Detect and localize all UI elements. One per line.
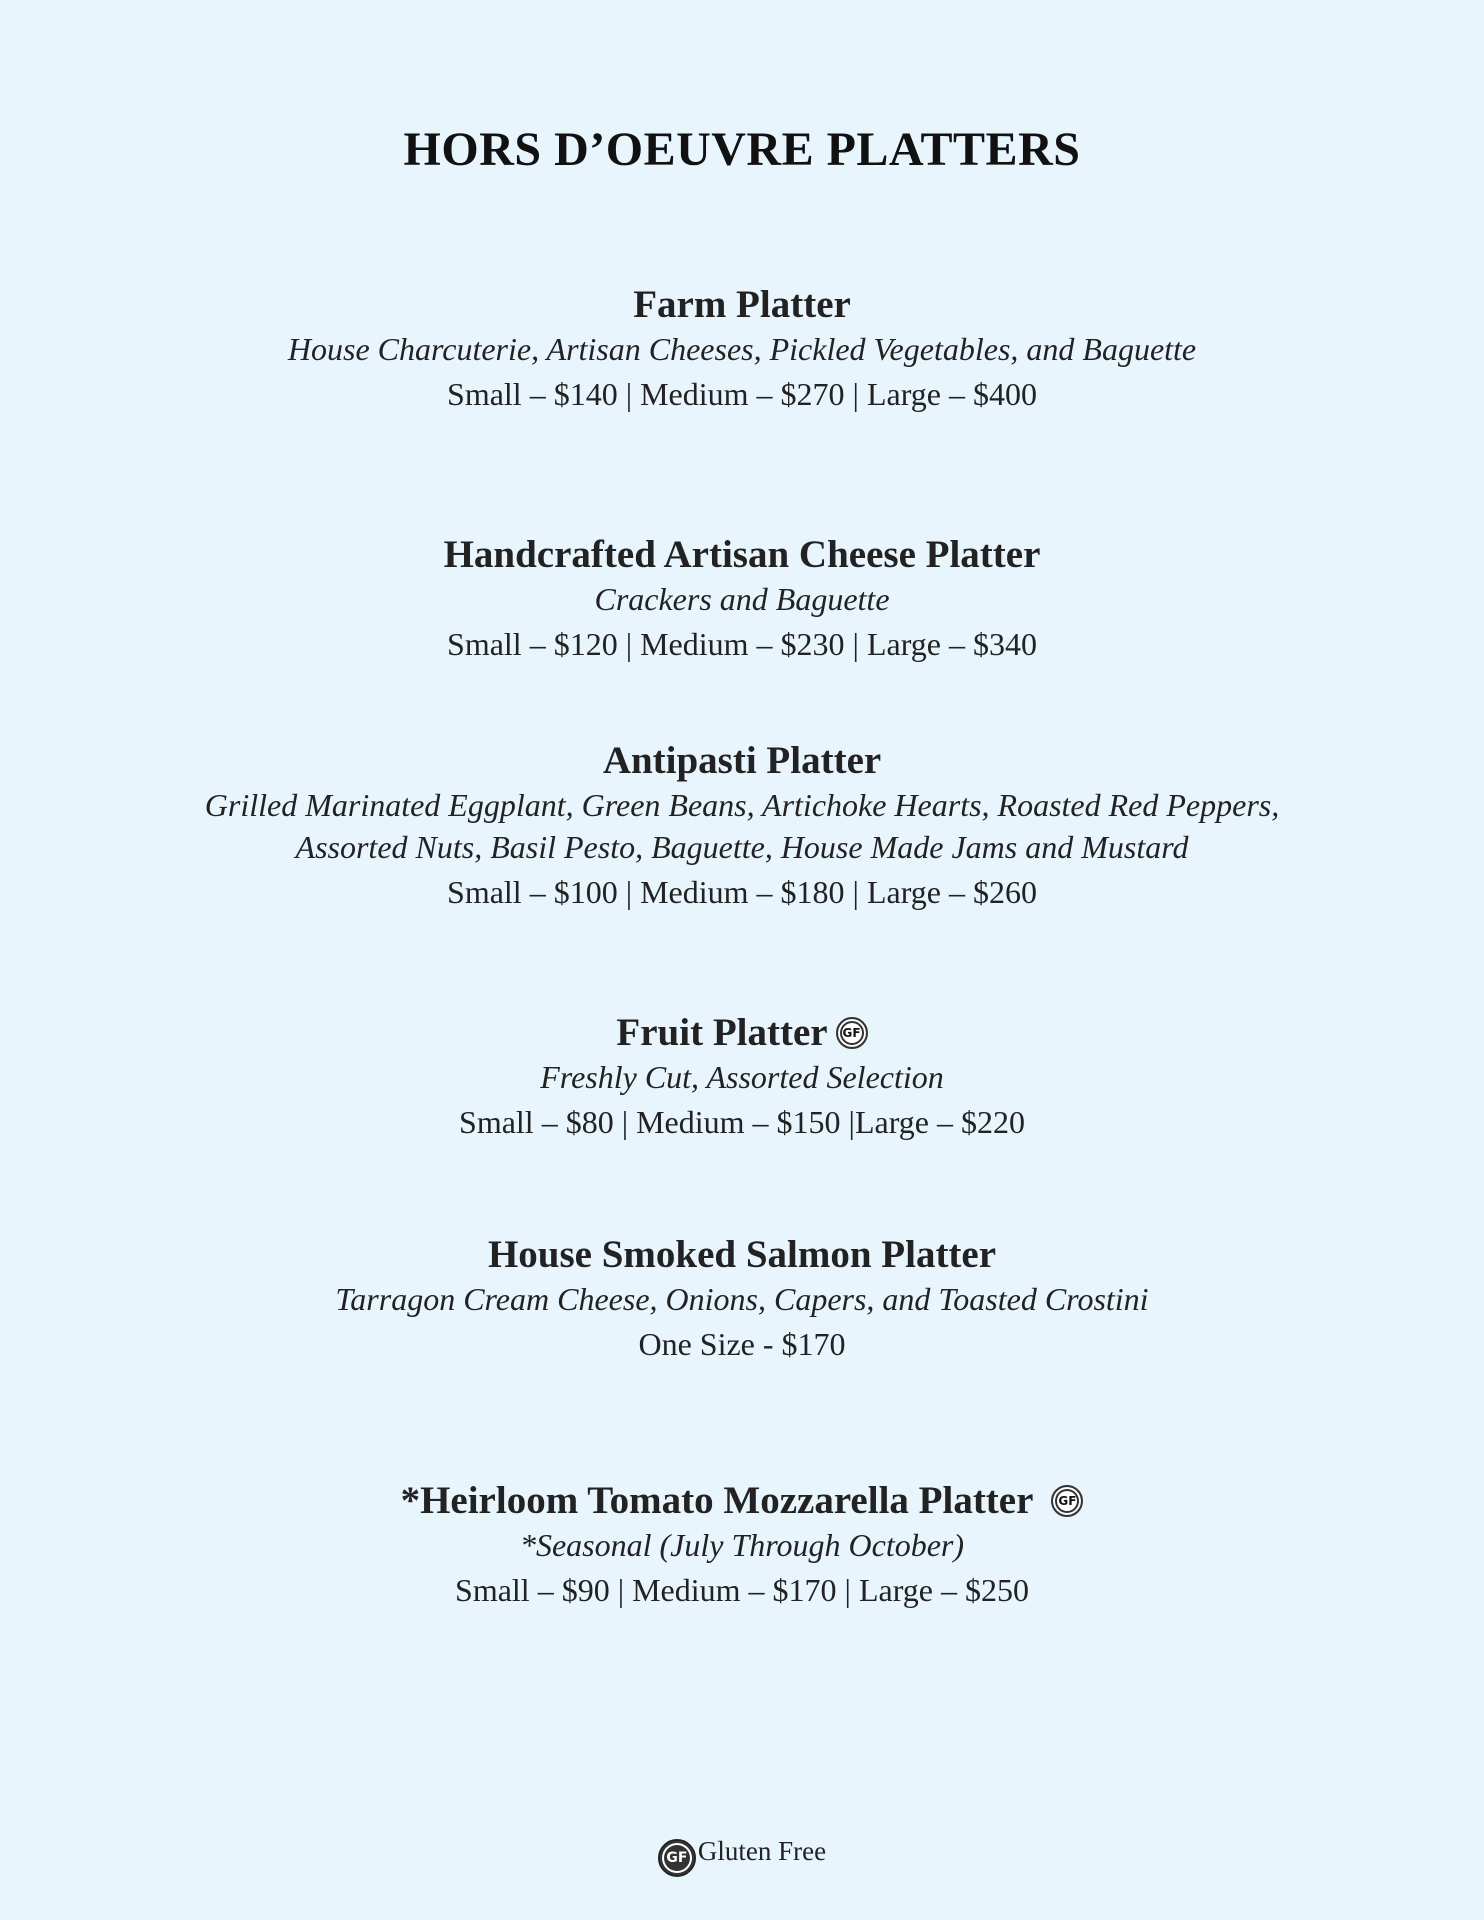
item-price: Small – $140 | Medium – $270 | Large – $400 [447, 376, 1037, 412]
item-price: Small – $80 | Medium – $150 |Large – $220 [459, 1104, 1025, 1140]
item-name: House Smoked Salmon Platter [487, 1233, 997, 1276]
item-name-row [0, 1010, 1484, 1056]
gluten-free-icon: GF [658, 1839, 696, 1877]
gluten-free-icon: GF [836, 1017, 868, 1049]
page-title: HORS D’OEUVRE PLATTERS [403, 123, 1081, 176]
item-description: Freshly Cut, Assorted Selection [540, 1059, 944, 1095]
menu-item-heirloom-tomato-platter [0, 1478, 1484, 1612]
item-price: Small – $90 | Medium – $170 | Large – $250 [455, 1572, 1029, 1608]
menu-item-artisan-cheese-platter [0, 532, 1484, 666]
item-description: Tarragon Cream Cheese, Onions, Capers, and Toasted Crostini [335, 1281, 1149, 1317]
item-price: Small – $120 | Medium – $230 | Large – $340 [447, 626, 1037, 662]
item-name: Farm Platter [633, 283, 851, 326]
item-description: *Seasonal (July Through October) [519, 1527, 965, 1563]
item-name: *Heirloom Tomato Mozzarella Platter [400, 1479, 1034, 1522]
item-name: Antipasti Platter [602, 739, 882, 782]
menu-item-fruit-platter [0, 1010, 1484, 1144]
item-name-row [0, 1478, 1484, 1524]
legend-label: Gluten Free [697, 1836, 827, 1866]
gluten-free-legend [0, 1836, 1484, 1877]
item-price: Small – $100 | Medium – $180 | Large – $260 [447, 874, 1037, 910]
menu-item-smoked-salmon-platter [0, 1232, 1484, 1366]
item-price: One Size - $170 [638, 1326, 846, 1362]
item-name: Fruit Platter [616, 1011, 828, 1054]
item-description: Assorted Nuts, Basil Pesto, Baguette, House Made Jams and Mustard [295, 829, 1189, 865]
menu-item-farm-platter [0, 282, 1484, 416]
item-description: Grilled Marinated Eggplant, Green Beans, Artichoke Hearts, Roasted Red Peppers, [204, 787, 1280, 823]
item-description: Crackers and Baguette [594, 581, 890, 617]
gluten-free-icon: GF [1051, 1485, 1083, 1517]
item-name: Handcrafted Artisan Cheese Platter [443, 533, 1041, 576]
menu-item-antipasti-platter [0, 738, 1484, 914]
item-description: House Charcuterie, Artisan Cheeses, Pickled Vegetables, and Baguette [287, 331, 1197, 367]
